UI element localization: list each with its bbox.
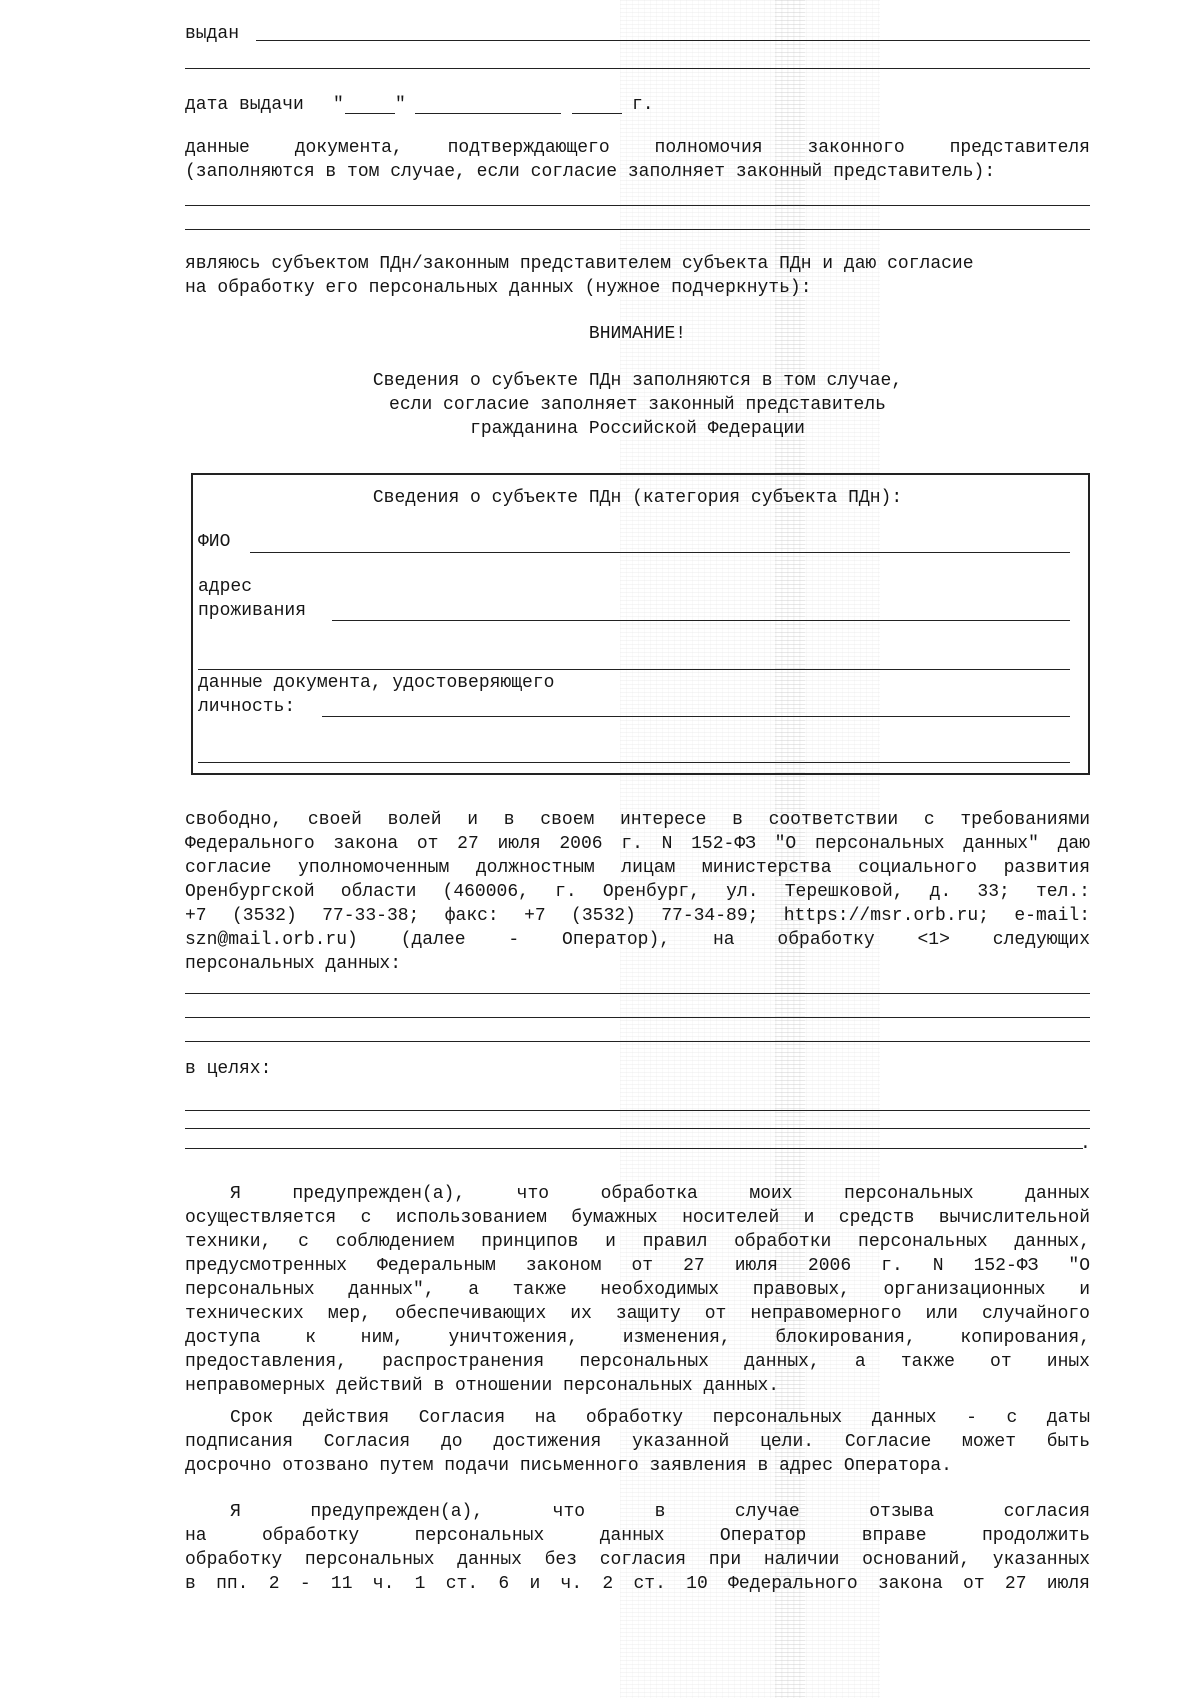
text-line: Срок действия Согласия на обработку персональных данных - с даты [230, 1408, 1090, 1428]
personal-data-fill-line [185, 1017, 1090, 1018]
text-line: в пп. 2 - 11 ч. 1 ст. 6 и ч. 2 ст. 10 Федерального закона от 27 июля [185, 1574, 1090, 1594]
issue-date-month-line [415, 113, 561, 114]
subject-box-title-text: Сведения о субъекте ПДн (категория субъекта ПДн): [372, 488, 903, 508]
subject-statement-paragraph [185, 252, 1090, 300]
withdrawal-paragraph [185, 1500, 1090, 1596]
issue-date-day-line [345, 113, 395, 114]
purpose-fill-line [185, 1148, 1083, 1149]
rep-document-fill-line [185, 229, 1090, 230]
text-line: являюсь субъектом ПДн/законным представителем субъекта ПДн и даю согласие [185, 254, 974, 274]
personal-data-fill-line [185, 993, 1090, 994]
issue-date-year-line [572, 113, 622, 114]
address-fill-line [332, 620, 1070, 621]
text-line: Я предупрежден(а), что в случае отзыва согласия [230, 1502, 1090, 1522]
consent-paragraph [185, 808, 1090, 976]
text-line: свободно, своей волей и в своем интересе в соответствии с требованиями [185, 810, 1090, 830]
personal-data-fill-line [185, 1041, 1090, 1042]
text-line: персональных данных: [185, 954, 402, 974]
rep-document-fill-line [185, 205, 1090, 206]
rep-document-paragraph [185, 136, 1090, 184]
attention-title [185, 322, 1090, 346]
processing-warning-paragraph [185, 1182, 1090, 1398]
attention-title-text: ВНИМАНИЕ! [588, 324, 687, 344]
text-line: (заполняются в том случае, если согласие заполняет законный представитель): [185, 162, 996, 182]
id-doc-fill-line [322, 716, 1070, 717]
text-line: на обработку персональных данных Оператор вправе продолжить [185, 1526, 1090, 1546]
issue-date-quote-open: " [333, 95, 344, 115]
issued-fill-line [256, 40, 1090, 41]
purpose-end-mark: . [1080, 1134, 1091, 1154]
text-line: Сведения о субъекте ПДн заполняются в том случае, [372, 371, 903, 391]
text-line: технических мер, обеспечивающих их защиту от неправомерного или случайного [185, 1304, 1090, 1324]
purpose-label: в целях: [185, 1059, 272, 1079]
purpose-fill-line [185, 1128, 1090, 1129]
validity-paragraph [185, 1406, 1090, 1478]
issue-date-label: дата выдачи [185, 95, 304, 115]
subject-info-box [191, 473, 1090, 775]
text-line: предусмотренных Федеральным законом от 27 июля 2006 г. N 152-ФЗ "О [185, 1256, 1090, 1276]
text-line: Оренбургской области (460006, г. Оренбург, ул. Терешковой, д. 33; тел.: [185, 882, 1090, 902]
issue-date-year-suffix: г. [632, 95, 654, 115]
attention-text [185, 369, 1090, 441]
text-line: подписания Согласия до достижения указанной цели. Согласие может быть [185, 1432, 1090, 1452]
id-doc-fill-line-2 [198, 762, 1070, 763]
issued-fill-line-2 [185, 68, 1090, 69]
text-line: если согласие заполняет законный представитель [389, 395, 886, 415]
text-line: техники, с соблюдением принципов и правил обработки персональных данных, [185, 1232, 1090, 1252]
fio-label: ФИО [198, 532, 231, 552]
address-label-1: адрес [198, 577, 253, 597]
text-line: обработку персональных данных без согласия при наличии оснований, указанных [185, 1550, 1090, 1570]
id-doc-label-2: личность: [198, 697, 296, 717]
fio-fill-line [250, 552, 1070, 553]
purpose-fill-line [185, 1110, 1090, 1111]
text-line: данные документа, подтверждающего полномочия законного представителя [185, 138, 1090, 158]
text-line: Федерального закона от 27 июля 2006 г. N 152-ФЗ "О персональных данных" даю [185, 834, 1090, 854]
id-doc-label-1: данные документа, удостоверяющего [198, 673, 555, 693]
text-line: Я предупрежден(а), что обработка моих персональных данных [230, 1184, 1090, 1204]
text-line: доступа к ним, уничтожения, изменения, блокирования, копирования, [185, 1328, 1090, 1348]
text-line: персональных данных", а также необходимых правовых, организационных и [185, 1280, 1090, 1300]
subject-box-title [185, 486, 1090, 510]
address-fill-line-2 [198, 669, 1070, 670]
text-line: осуществляется с использованием бумажных носителей и средств вычислительной [185, 1208, 1090, 1228]
text-line: досрочно отозвано путем подачи письменного заявления в адрес Оператора. [185, 1456, 952, 1476]
text-line: на обработку его персональных данных (нужное подчеркнуть): [185, 278, 812, 298]
text-line: предоставления, распространения персональных данных, а также от иных [185, 1352, 1090, 1372]
issued-label: выдан [185, 24, 240, 44]
text-line: неправомерных действий в отношении персональных данных. [185, 1376, 780, 1396]
issue-date-quote-close: " [395, 95, 406, 115]
text-line: szn@mail.orb.ru) (далее - Оператор), на обработку <1> следующих [185, 930, 1090, 950]
address-label-2: проживания [198, 601, 307, 621]
text-line: +7 (3532) 77-33-38; факс: +7 (3532) 77-34-89; https://msr.orb.ru; e-mail: [185, 906, 1090, 926]
text-line: согласие уполномоченным должностным лицам министерства социального развития [185, 858, 1090, 878]
text-line: гражданина Российской Федерации [470, 419, 805, 439]
